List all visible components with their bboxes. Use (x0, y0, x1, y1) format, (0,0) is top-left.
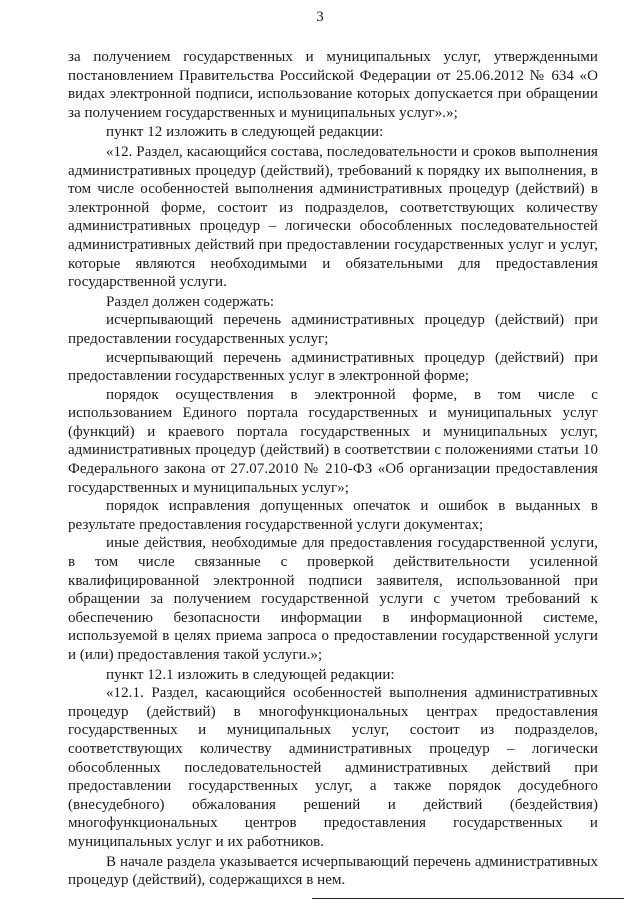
paragraph-list-item-5: иные действия, необходимые для предоставления государственной услуги, в том числе связанные с проверкой действительности усиленной квалифицированной электронной подписи заявителя, использованной при обращении за получением государственной услуги с учетом требований к обеспечению безопасности информации в информационной системе, используемой в целях приема запроса о предоставлении государственной услуги и (или) предоставления такой услуги.»; (68, 535, 598, 663)
paragraph-list-item-1: исчерпывающий перечень административных процедур (действий) при предоставлении государственных услуг; (68, 312, 598, 347)
paragraph-list-item-2: исчерпывающий перечень административных процедур (действий) при предоставлении государственных услуг в электронной форме; (68, 349, 598, 385)
document-body (68, 48, 598, 890)
paragraph-section-contents: Раздел должен содержать: (106, 293, 275, 310)
paragraph-section-start: В начале раздела указывается исчерпывающий перечень административных процедур (действий), содержащихся в нем. (68, 853, 598, 889)
bottom-rule-line (312, 898, 624, 899)
paragraph-amendment-item-12: пункт 12 изложить в следующей редакции: (106, 124, 384, 141)
page-number: 3 (316, 9, 324, 25)
paragraph-section-12-1: «12.1. Раздел, касающийся особенностей выполнения административных процедур (действий) в многофункциональных центрах предоставления государственных и муниципальных услуг, состоит из подразделов, соответствующих количеству административных процедур – логически обособленных последовательностей административных действий при предоставлении государственных услуг, а также порядок досудебного (внесудебного) обжалования решений и действий (бездействия) многофункциональных центров предоставления государственных и муниципальных услуг и их работников. (68, 685, 598, 850)
paragraph-section-12: «12. Раздел, касающийся состава, последовательности и сроков выполнения административных процедур (действий), требований к порядку их выполнения, в том числе особенностей выполнения административных процедур (действий) в электронной форме, состоит из подразделов, соответствующих количеству административных процедур – логически обособленных последовательностей административных действий при предоставлении государственных услуг и услуг, которые являются необходимыми и обязательными для предоставления государственной услуги. (68, 143, 598, 291)
paragraph-continuation: за получением государственных и муниципальных услуг, утвержденными постановлением Правительства Российской Федерации от 25.06.2012 № 634 «О видах электронной подписи, использование которых допускается при обращении за получением государственных и муниципальных услуг».»; (68, 49, 598, 121)
paragraph-list-item-3: порядок осуществления в электронной форме, в том числе с использованием Единого портала государственных и муниципальных услуг (функций) и краевого портала государственных и муниципальных услуг, административных процедур (действий) в соответствии с положениями статьи 10 Федерального закона от 27.07.2010 № 210-ФЗ «Об организации предоставления государственных и муниципальных услуг»; (68, 386, 598, 496)
paragraph-list-item-4: порядок исправления допущенных опечаток и ошибок в выданных в результате предоставления государственной услуги документах; (68, 498, 598, 533)
paragraph-amendment-item-12-1: пункт 12.1 изложить в следующей редакции: (106, 666, 395, 683)
